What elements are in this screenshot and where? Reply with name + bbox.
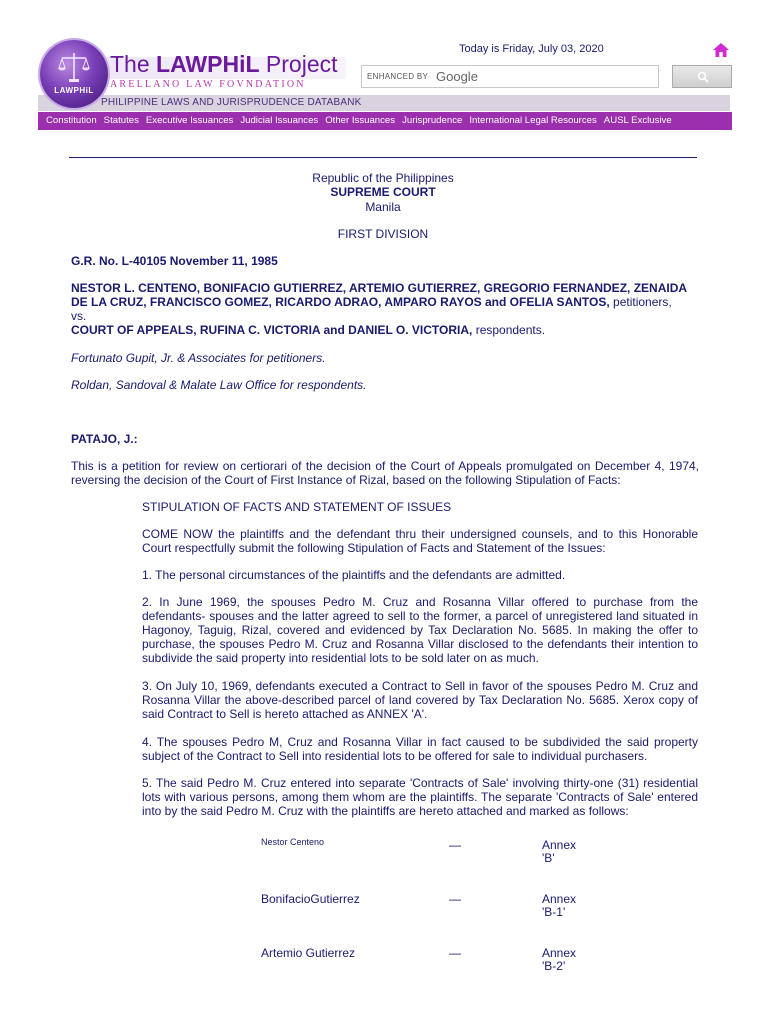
paragraph-5: 5. The said Pedro M. Cruz entered into separate 'Contracts of Sale' involving thirty-one (31) residential lots with various persons, among them whom are the plaintiffs. The separate 'Contracts of Sale' entered into by the said Pedro M. Cruz with the plaintiffs are hereto attached and marked as follows:	[142, 776, 698, 818]
site-header	[0, 0, 768, 132]
databank-subtitle: PHILIPPINE LAWS AND JURISPRUDENCE DATABANK	[101, 97, 362, 108]
nav-statutes[interactable]: Statutes	[103, 115, 139, 126]
search-input[interactable]	[361, 65, 659, 88]
counsel-petitioners: Fortunato Gupit, Jr. & Associates for petitioners.	[71, 351, 326, 365]
paragraph-4: 4. The spouses Pedro M, Cruz and Rosanna Villar in fact caused to be subdivided the said property subject of the Contract to Sell into residential lots to be offered for sale to individual purchasers.	[142, 735, 698, 763]
annex-label: Annex 'B'	[542, 838, 577, 865]
nav-ausl-exclusive[interactable]: AUSL Exclusive	[603, 115, 672, 126]
nav-jurisprudence[interactable]: Jurisprudence	[402, 115, 463, 126]
google-wordmark: Google	[436, 69, 478, 84]
annex-person-name: BonifacioGutierrez	[261, 892, 360, 906]
site-title[interactable]: The LAWPHiL Project	[110, 51, 338, 77]
petitioners-names: NESTOR L. CENTENO, BONIFACIO GUTIERREZ, ARTEMIO GUTIERREZ, GREGORIO FERNANDEZ, ZENAIDA DE LA CRUZ, FRANCISCO GOMEZ, RICARDO ADRAO, AMPARO RAYOS and OFELIA SANTOS,	[71, 281, 687, 309]
nav-executive-issuances[interactable]: Executive Issuances	[145, 115, 234, 126]
nav-international-legal-resources[interactable]: International Legal Resources	[469, 115, 597, 126]
lawphil-logo[interactable]	[40, 40, 108, 108]
search-icon	[697, 71, 709, 83]
foundation-name: ARELLANO LAW FOVNDATION	[110, 79, 306, 90]
nav-other-issuances[interactable]: Other Issuances	[325, 115, 396, 126]
court-name: SUPREME COURT	[330, 185, 436, 199]
logo-label: LAWPHiL	[54, 86, 94, 95]
court-city: Manila	[365, 200, 401, 214]
paragraph-1: 1. The personal circumstances of the plaintiffs and the defendants are admitted.	[142, 568, 566, 582]
search-enhanced-label: ENHANCED BY	[367, 72, 429, 81]
stipulation-heading: STIPULATION OF FACTS AND STATEMENT OF ISSUES	[142, 500, 452, 514]
versus: vs.	[71, 309, 87, 323]
annex-label: Annex 'B-1'	[542, 892, 577, 919]
annex-person-name: Nestor Centeno	[261, 837, 325, 847]
respondents-label: respondents.	[472, 323, 546, 337]
main-nav	[38, 112, 732, 130]
petitioners-label: petitioners,	[609, 295, 672, 309]
counsel-respondents: Roldan, Sandoval & Malate Law Office for respondents.	[71, 378, 367, 392]
nav-judicial-issuances[interactable]: Judicial Issuances	[240, 115, 319, 126]
gr-number: G.R. No. L-40105 November 11, 1985	[71, 254, 278, 268]
division-name: FIRST DIVISION	[337, 227, 429, 241]
divider	[69, 157, 697, 158]
annex-dash: —	[449, 946, 461, 960]
come-now-paragraph: COME NOW the plaintiffs and the defendant thru their undersigned counsels, and to this Honorable Court respectfully submit the following Stipulation of Facts and Statement of the Issues:	[142, 527, 698, 555]
annex-dash: —	[449, 838, 461, 852]
scales-of-justice-icon	[57, 50, 91, 84]
search-button[interactable]	[672, 65, 732, 88]
respondents-names: COURT OF APPEALS, RUFINA C. VICTORIA and DANIEL O. VICTORIA,	[71, 323, 473, 337]
annex-label: Annex 'B-2'	[542, 946, 577, 973]
home-icon[interactable]	[712, 42, 730, 58]
annex-person-name: Artemio Gutierrez	[261, 946, 356, 960]
case-parties	[71, 281, 699, 337]
intro-paragraph: This is a petition for review on certiorari of the decision of the Court of Appeals promulgated on December 4, 1974, reversing the decision of the Court of First Instance of Rizal, based on the following Stipulation of Facts:	[71, 459, 699, 487]
nav-constitution[interactable]: Constitution	[46, 115, 97, 126]
today-date: Today is Friday, July 03, 2020	[459, 43, 604, 55]
ponente: PATAJO, J.:	[71, 432, 138, 446]
annex-dash: —	[449, 892, 461, 906]
paragraph-3: 3. On July 10, 1969, defendants executed a Contract to Sell in favor of the spouses Pedro M. Cruz and Rosanna Villar the above-described parcel of land covered by Tax Declaration No. 5685. Xerox copy of said Contract to Sell is hereto attached as ANNEX 'A'.	[142, 679, 698, 721]
republic-line: Republic of the Philippines	[312, 171, 454, 185]
paragraph-2: 2. In June 1969, the spouses Pedro M. Cruz and Rosanna Villar offered to purchase from the defendants- spouses and the latter agreed to sell to the former, a parcel of unregistered land situated in Hagonoy, Taguig, Rizal, covered and evidenced by Tax Declaration No. 5685. In making the offer to purchase, the spouses Pedro M. Cruz and Rosanna Villar disclosed to the defendants their intention to subdivide the said property into residential lots to be sold later on as much.	[142, 595, 698, 665]
